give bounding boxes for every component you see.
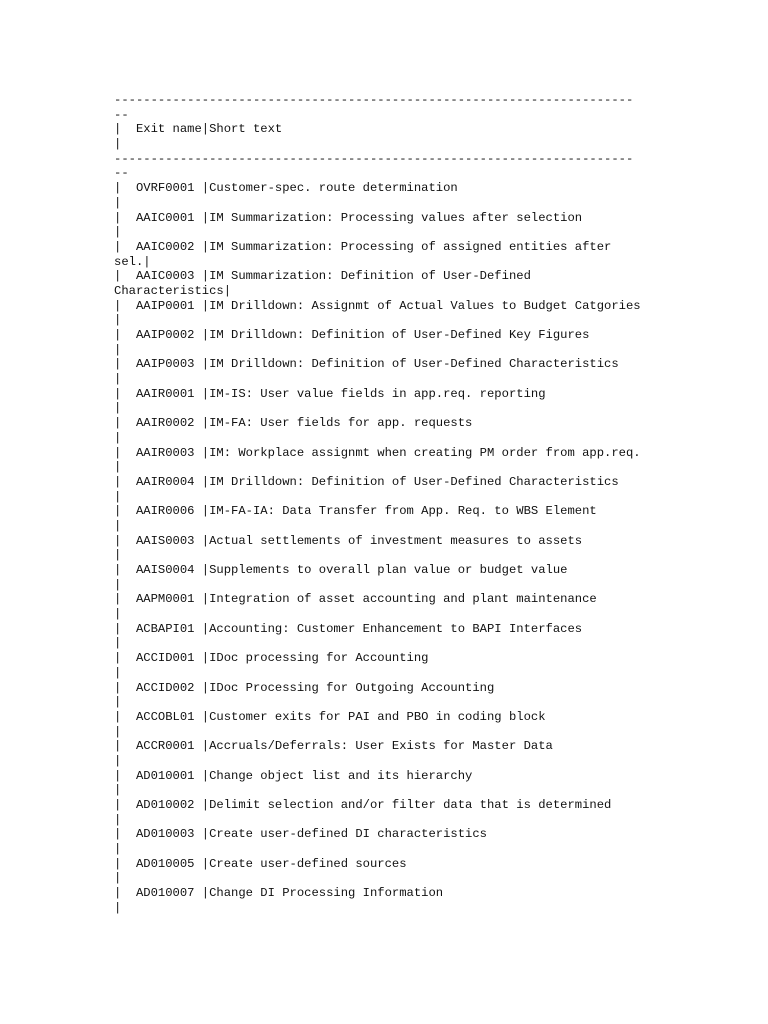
table-row <box>114 387 754 416</box>
table-row <box>114 651 754 680</box>
row-line-tail: | <box>114 195 122 210</box>
table-row <box>114 269 754 298</box>
row-line-tail: | <box>114 695 122 710</box>
row-line: | AAIR0002 |IM-FA: User fields for app. requests <box>114 416 473 431</box>
table-row <box>114 563 754 592</box>
table-row <box>114 710 754 739</box>
top-separator <box>114 93 754 122</box>
row-line: | AAIR0006 |IM-FA-IA: Data Transfer from App. Req. to WBS Element <box>114 504 597 519</box>
table-row <box>114 622 754 651</box>
separator-line: ----------------------------------------------------------------------- <box>114 151 634 166</box>
row-line-tail: | <box>114 607 122 622</box>
table-row <box>114 181 754 210</box>
row-line-tail: | <box>114 900 122 915</box>
row-line: | AAIP0002 |IM Drilldown: Definition of User-Defined Key Figures <box>114 328 590 342</box>
row-line-tail: | <box>114 313 122 328</box>
row-line-tail: | <box>114 518 122 533</box>
header-line: | Exit name|Short text <box>114 122 283 137</box>
row-line: | AAIC0003 |IM Summarization: Definition of User-Defined <box>114 269 531 284</box>
row-line-tail: | <box>114 460 122 475</box>
row-line: | ACCOBL01 |Customer exits for PAI and PBO in coding block <box>114 709 546 724</box>
row-line: | AAIP0003 |IM Drilldown: Definition of User-Defined Characteristics <box>114 357 619 372</box>
row-line-tail: | <box>114 753 122 768</box>
row-line-tail: | <box>114 665 122 680</box>
header-separator <box>114 152 754 181</box>
row-line: | AD010003 |Create user-defined DI characteristics <box>114 827 487 842</box>
table-row <box>114 769 754 798</box>
table-row <box>114 886 754 915</box>
table-row <box>114 534 754 563</box>
row-line-tail: | <box>114 430 122 445</box>
row-line: | OVRF0001 |Customer-spec. route determination <box>114 181 458 196</box>
row-line-tail: | <box>114 842 122 857</box>
row-line: | AAIR0003 |IM: Workplace assignmt when creating PM order from app.req. <box>114 445 641 460</box>
row-line: | AAIC0002 |IM Summarization: Processing of assigned entities after <box>114 239 612 254</box>
table-row <box>114 211 754 240</box>
row-line: | AD010007 |Change DI Processing Information <box>114 886 444 901</box>
table-row <box>114 416 754 445</box>
row-line-tail: | <box>114 783 122 798</box>
row-line-tail: | <box>114 489 122 504</box>
table-row <box>114 592 754 621</box>
row-line-tail: | <box>114 724 122 739</box>
table-row <box>114 739 754 768</box>
row-line-tail: | <box>114 871 122 886</box>
row-line-tail: Characteristics| <box>114 283 232 298</box>
table-header <box>114 122 754 151</box>
table-row <box>114 504 754 533</box>
row-line: | AAIS0003 |Actual settlements of investment measures to assets <box>114 533 583 548</box>
row-line-tail: | <box>114 636 122 651</box>
row-line: | AD010002 |Delimit selection and/or filter data that is determined <box>114 798 612 812</box>
table-row <box>114 681 754 710</box>
table-row <box>114 857 754 886</box>
row-line-tail: sel.| <box>114 254 151 269</box>
row-line: | AAIR0001 |IM-IS: User value fields in app.req. reporting <box>114 386 546 401</box>
table-row <box>114 357 754 386</box>
separator-line-tail: -- <box>114 107 129 122</box>
row-line-tail: | <box>114 812 122 827</box>
row-line-tail: | <box>114 401 122 416</box>
table-row <box>114 328 754 357</box>
row-line: | AD010005 |Create user-defined sources <box>114 856 407 871</box>
row-line-tail: | <box>114 225 122 240</box>
table-row <box>114 827 754 856</box>
row-line-tail: | <box>114 577 122 592</box>
separator-line: ----------------------------------------------------------------------- <box>114 93 634 107</box>
row-line: | ACBAPI01 |Accounting: Customer Enhancement to BAPI Interfaces <box>114 621 583 636</box>
row-line: | AAPM0001 |Integration of asset accounting and plant maintenance <box>114 592 597 607</box>
document-page <box>114 93 754 916</box>
row-line-tail: | <box>114 548 122 563</box>
row-line: | ACCID002 |IDoc Processing for Outgoing Accounting <box>114 680 495 695</box>
table-row <box>114 475 754 504</box>
row-line: | AAIS0004 |Supplements to overall plan value or budget value <box>114 563 568 577</box>
row-line: | ACCR0001 |Accruals/Deferrals: User Exists for Master Data <box>114 739 553 754</box>
table-row <box>114 798 754 827</box>
header-line-tail: | <box>114 137 122 152</box>
row-line: | AAIP0001 |IM Drilldown: Assignmt of Actual Values to Budget Catgories <box>114 298 641 313</box>
row-line: | ACCID001 |IDoc processing for Accounting <box>114 651 429 666</box>
table-row <box>114 446 754 475</box>
exit-list <box>114 181 754 915</box>
table-row <box>114 240 754 269</box>
row-line-tail: | <box>114 372 122 387</box>
row-line: | AD010001 |Change object list and its hierarchy <box>114 768 473 783</box>
row-line: | AAIR0004 |IM Drilldown: Definition of User-Defined Characteristics <box>114 474 619 489</box>
table-row <box>114 299 754 328</box>
separator-line-tail: -- <box>114 166 129 181</box>
row-line-tail: | <box>114 342 122 357</box>
row-line: | AAIC0001 |IM Summarization: Processing values after selection <box>114 210 583 225</box>
